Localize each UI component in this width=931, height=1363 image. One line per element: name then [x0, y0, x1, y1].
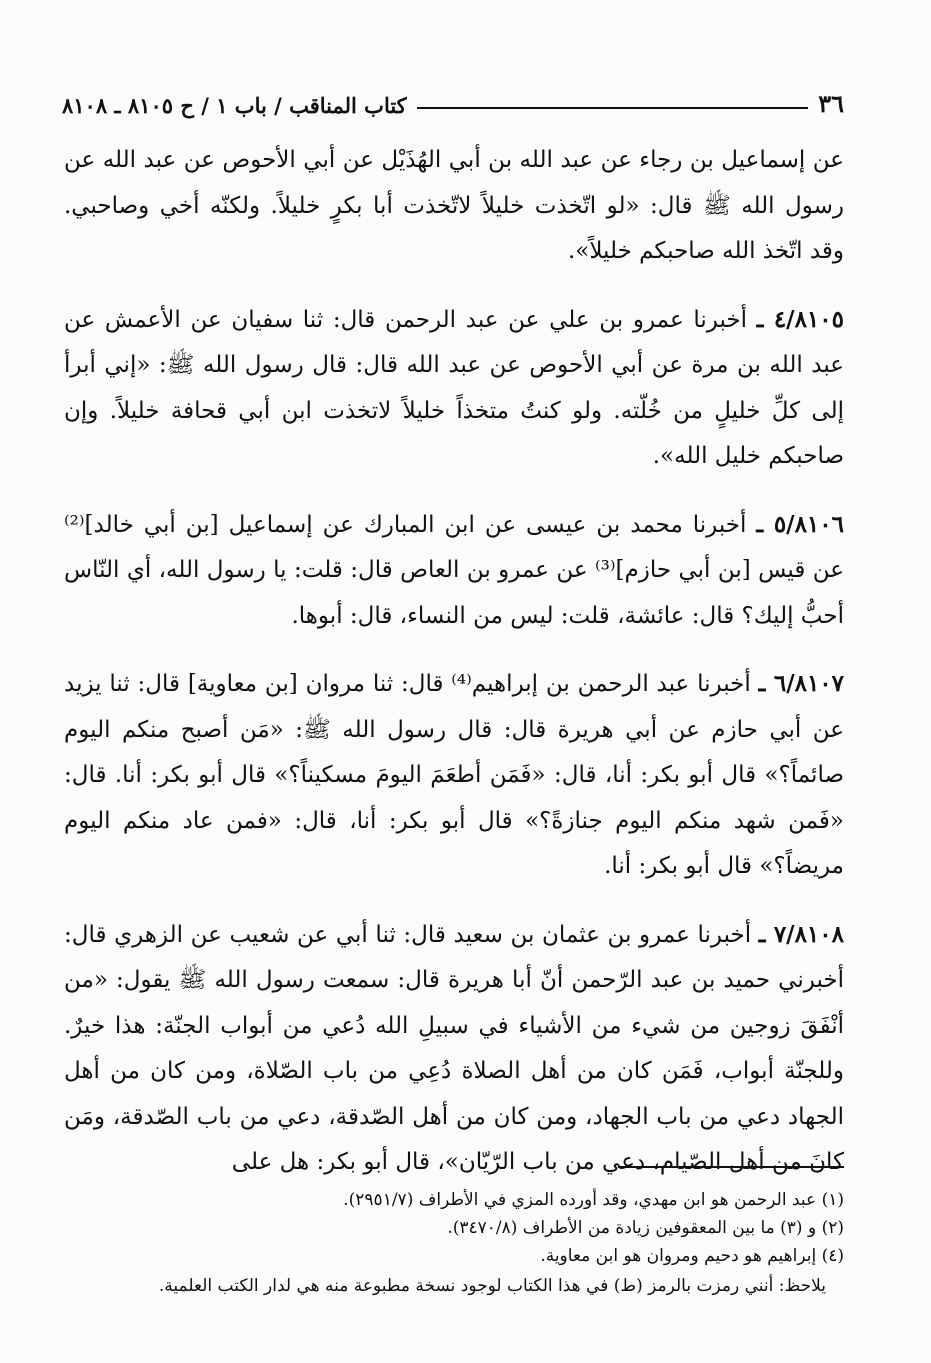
hadith-number: ٥/٨١٠٦ ـ: [756, 510, 844, 538]
hadith-text: أخبرنا عمرو بن علي عن عبد الرحمن قال: ثنا سفيان عن الأعمش عن عبد الله بن مرة عن أبي الأحوص عن عبد الله قال: قال رسول الله ﷺ: «إني أبرأ إلى كلِّ خليلٍ من خُلّته. ولو كنتُ متخذاً خليلاً لاتخذت ابن أبي قحافة خليلاً. وإن صاحبكم خليل الله».: [64, 306, 844, 469]
footnote-divider: [618, 1166, 844, 1168]
hadith-text: أخبرنا عبد الرحمن بن إبراهيم⁽⁴⁾ قال: ثنا مروان [بن معاوية] قال: ثنا يزيد عن أبي حازم عن أبي هريرة قال: قال رسول الله ﷺ: «مَن أصبح منكم اليوم صائماً؟» قال أبو بكر: أنا، قال: «فَمَن أطعَمَ اليومَ مسكيناً؟» قال أبو بكر: أنا. قال: «فَمن شهد منكم اليوم جنازةً؟» قال أبو بكر: أنا، قال: «فمن عاد منكم اليوم مريضاً؟» قال أبو بكر: أنا.: [64, 671, 844, 879]
editor-note: يلاحظ: أنني رمزت بالرمز (ط) في هذا الكتاب لوجود نسخة مطبوعة منه هي لدار الكتب العلمية.: [158, 1276, 826, 1296]
footnote-4: (٤) إبراهيم هو دحيم ومروان هو ابن معاوية.: [540, 1246, 844, 1266]
header-title: كتاب المناقب / باب ١ / ح ٨١٠٥ ـ ٨١٠٨: [62, 93, 407, 118]
footnotes: [64, 1186, 844, 1300]
header-rule: [417, 107, 809, 109]
footnote-2-3: (٢) و (٣) ما بين المعقوفين زيادة من الأطراف (٣٤٧٠/٨).: [447, 1218, 844, 1238]
hadith-number: ٦/٨١٠٧ ـ: [758, 670, 845, 697]
hadith-8105: [64, 297, 844, 480]
main-text: [64, 138, 844, 1208]
running-header: [62, 84, 844, 118]
hadith-number: ٧/٨١٠٨ ـ: [758, 920, 844, 948]
paragraph-text: عن إسماعيل بن رجاء عن عبد الله بن أبي الهُذَيْل عن أبي الأحوص عن عبد الله عن رسول الله ﷺ قال: «لو اتّخذت خليلاً لاتّخذت أبا بكرٍ خليلاً. ولكنّه أخي وصاحبي. وقد اتّخذ الله صاحبكم خليلاً».: [64, 147, 844, 264]
hadith-8107: [64, 661, 844, 890]
hadith-number: ٤/٨١٠٥ ـ: [756, 305, 844, 333]
page-number: ٣٦: [818, 89, 844, 118]
hadith-text: أخبرنا محمد بن عيسى عن ابن المبارك عن إسماعيل [بن أبي خالد]⁽²⁾ عن قيس [بن أبي حازم]⁽³⁾ عن عمرو بن العاص قال: قلت: يا رسول الله، أي النّاس أحبُّ إليك؟ قال: عائشة، قلت: ليس من النساء، قال: أبوها.: [64, 511, 844, 629]
footnote-1: (١) عبد الرحمن هو ابن مهدي، وقد أورده المزي في الأطراف (٢٩٥١/٧).: [343, 1190, 844, 1210]
hadith-8106: [64, 502, 844, 640]
hadith-8108: [64, 912, 844, 1186]
paragraph-continuation: [64, 138, 844, 275]
hadith-text: أخبرنا عمرو بن عثمان بن سعيد قال: ثنا أبي عن شعيب عن الزهري قال: أخبرني حميد بن عبد الرّحمن أنّ أبا هريرة قال: سمعت رسول الله ﷺ يقول: «من أنْفَقَ زوجين من شيء من الأشياء في سبيلِ الله دُعي من أبواب الجنّة: هذا خيرٌ. وللجنّة أبواب، فَمَن كان من أهل الصلاة دُعِي من باب الصّلاة، ومن كان من أهل الجهاد دعي من باب الجهاد، ومن كان من أهل الصّدقة، دعي من باب الصّدقة، ومَن كانَ من أهل الصّيام، دعي من باب الرّيّان»، قال أبو بكر: هل على: [64, 921, 844, 1175]
